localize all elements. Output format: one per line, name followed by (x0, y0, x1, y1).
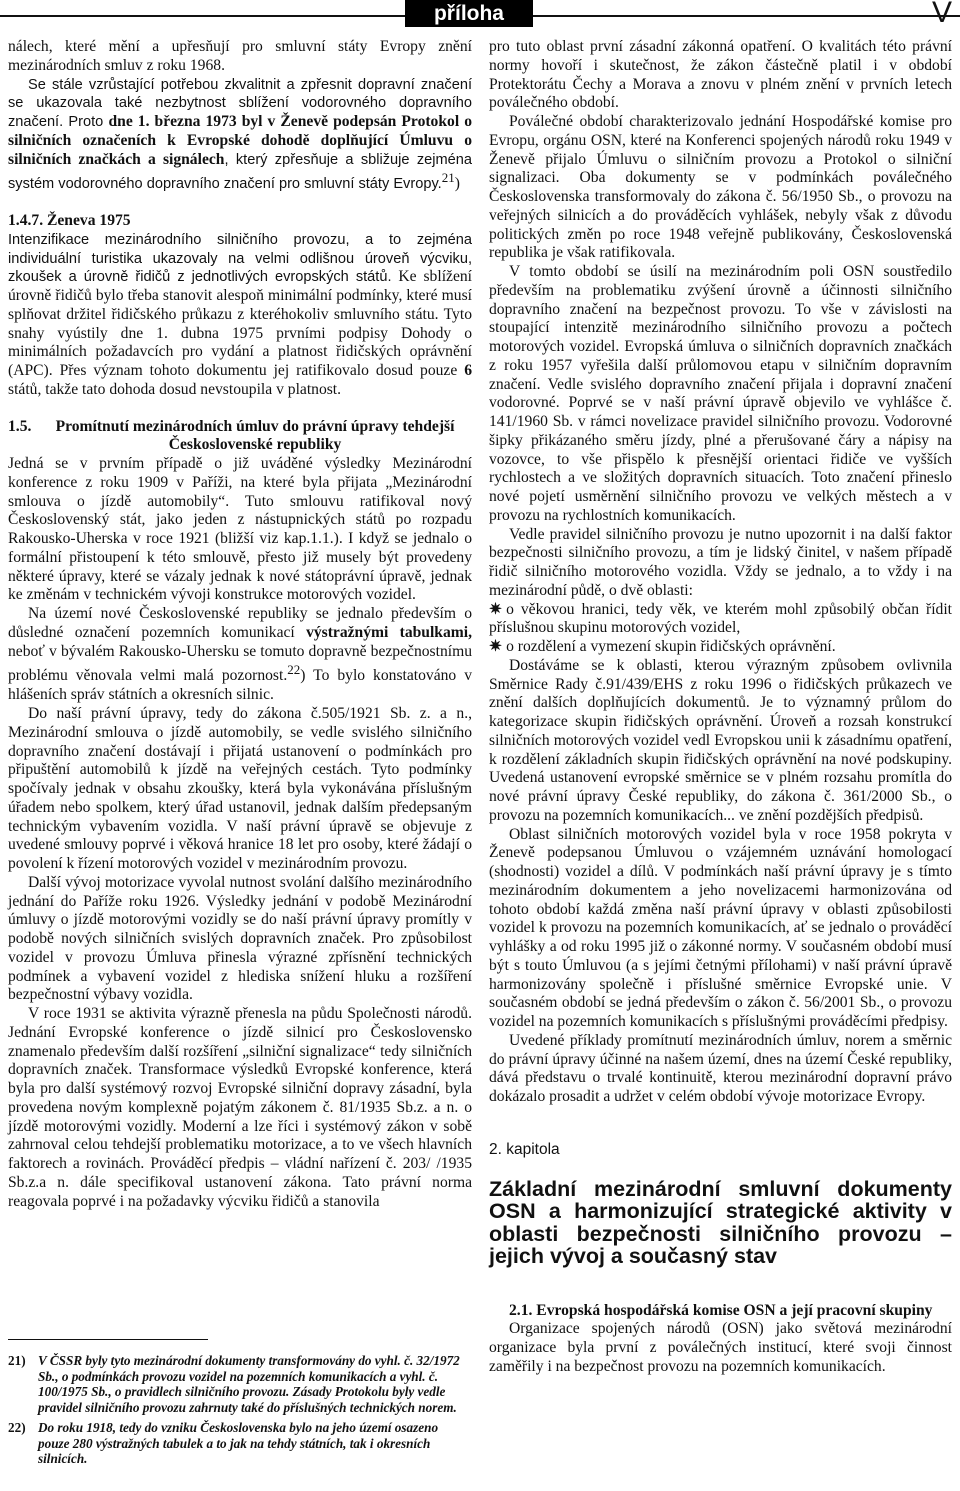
footnote-mark: 22) (8, 1419, 26, 1435)
footnote-mark: 21) (8, 1353, 26, 1368)
emphasis: dne 1. března 1973 byl v Ženevě podepsán Protokol o silničních označeních k Evropské dohodě doplňující Úmluvu o silničních značkách a signálech (8, 113, 472, 168)
footnotes (8, 1353, 472, 1471)
section-number: 1.5. (8, 417, 32, 435)
paragraph: Dostáváme se k oblasti, kterou výrazným způsobem ovlivnila Směrnice Rady č.91/439/EHS z roku 1996 o řidičských průkazech ve znění dalších doplňujících dokumentů. Je to významný průlom do kategorizace skupin řidičských oprávnění. Úroveň a rozsah konstrukcí silničních motorových vozidel vedl Evropskou unii k zásadnímu opatření, k rozdělení základních skupin řidičských oprávnění na nové podskupiny. Uvedená ustanovení evropské směrnice se v plném rozsahu promítla do nové právní úpravy České republiky, do zákona č. 361/2000 Sb., o provozu na pozemních komunikacích... ve znění pozdějších předpisů. (489, 656, 952, 824)
paragraph: pro tuto oblast první zásadní zákonná opatření. O kvalitách této právní normy hovoří i skutečnost, že zákon částečně platil i v období Protektorátu Čechy a Morava a znovu v plném znění v prvních letech poválečného období. (489, 38, 952, 112)
footnote (8, 1420, 472, 1467)
paragraph-body: Ke sblížení úrovně řidičů bylo třeba stanovit alespoň minimální podmínky, které musí splňovat držitel řidičského průkazu z kteréhokoliv smluvního státu. Tyto snahy vyústily dne 1. dubna 1975 prvními podpisy Dohody o minimálních požadavcích pro vydání a platnost řidičských oprávnění (APC). Přes význam tohoto dokumentu jej ratifikovalo dosud pouze (8, 268, 472, 380)
asterisk-bullet-icon: ✷ (489, 638, 503, 655)
footnote-text: V ČSSR byly tyto mezinárodní dokumenty transformovány do vyhl. č. 32/1972 Sb., o podmínkách provozu vozidel na pozemních komunikacích a vyhl. č. 100/1975 Sb., o pravidlech silničního provozu. Zásady Protokolu byly vedle pravidel silničního provozu zahrnuty také do příslušných technických norem. (38, 1353, 460, 1416)
paragraph (8, 231, 472, 400)
footnote-ref: 22 (287, 662, 301, 678)
paragraph-lead: Intenzifikace mezinárodního silničního provozu, a to zejména individuální turistika ukazovaly na velmi odlišnou úroveň výcviku, zkoušek a úrovně řidičů z jednotlivých evropských států. (8, 231, 472, 286)
paragraph: Uvedené příklady promítnutí mezinárodních úmluv, norem a směrnic do právní úpravy účinné na našem území, dnes na území České republiky, dává představu o trvalé kontinuitě, kterou mezinárodní dopravní právo dokázalo prosadit a udržet v celém období vývoje motorizace Evropy. (489, 1031, 952, 1105)
chapter-title: Základní mezinárodní smluvní dokumenty OSN a harmonizující strategické aktivity v oblasti bezpečnosti silničního provozu – jejich vývoj a současný stav (489, 1176, 952, 1268)
paragraph: Poválečné období charakterizovalo jednání Hospodářské komise pro Evropu, orgánu OSN, které na Konferenci spojených národů roku 1949 v Ženevě přijalo Úmluvu o silničním provozu a Protokol o silniční signalizaci. Oba dokumenty se v podmínkách poválečného Československa transformovaly do zákona č. 56/1950 Sb., o provozu na veřejných silnicích a do prováděcích vyhlášek, nebyly však z důvodu politických změn po roce 1948 veřejně publikovány, Československá republika je však ratifikovala. (489, 113, 952, 262)
bullet-item: ✷ o rozdělení a vymezení skupin řidičských oprávnění. (489, 638, 836, 655)
paragraph: Se stále vzrůstající potřebou zkvalitnit a zpřesnit dopravní značení se ukazovala také nezbytnost sblížení vodorovného dopravního značení. Proto dne 1. března 1973 byl v Ženevě podepsán Protokol o silničních označeních k Evropské dohodě doplňující Úmluvu o silničních značkách a signálech, který zpřesňuje a sbližuje zejména systém vodorovného dopravního značení pro smluvní státy Evropy.$^{21}$) (8, 76, 473, 193)
paragraph: Do naší právní úpravy, tedy do zákona č.505/1921 Sb. z. a n., Mezinárodní smlouva o jízdě automobily, se vedle svislého silničního dopravního značení dostávají i přijatá ustanovení o podmínkách pro připuštění automobilů k jízdě na veřejných cestách. Tyto podmínky spočívaly jednak v obsahu zkoušky, která byla vykonávána příslušným úřadem nebo spolkem, který úřad ustanovil, jednak dalším předepsaným technickým vybavením vozidla. V naší právní úpravě se objevuje z uvedené smlouvy poprvé i věková hranice 18 let pro osoby, které žádají o povolení k řízení motorových vozidel v mezinárodním provozu. (8, 705, 472, 873)
paragraph-lead: Se stále vzrůstající potřebou zkvalitnit a zpřesnit dopravní značení se ukazovala také nezbytnost sblížení vodorovného dopravního značení. Proto (8, 76, 472, 130)
right-column (489, 38, 952, 1377)
bullet-item: ✷ o věkovou hranici, tedy věk, ve kterém mohl způsobilý občan řídit příslušnou skupinu motorových vozidel, (489, 600, 952, 637)
section-heading-1-4-7: 1.4.7. Ženeva 1975 (8, 212, 131, 230)
paragraph: Další vývoj motorizace vyvolal nutnost svolání dalšího mezinárodního jednání do Paříže roku 1926. Výsledky jednání v podobě Mezinárodní úmluvy o jízdě motorovými vozidly se do naší právní úpravy promítly v podobě nových silničních svislých dopravních značek. Pro způsobilost vozidel v provozu Úmluva přinesla výrazné zpřísnění technických podmínek a vybavení vozidel z hlediska snížení hluku a rozšíření bezpečnostní výbavy vozidla. (8, 873, 472, 1004)
section-heading-1-5 (8, 418, 472, 456)
paragraph: Vedle pravidel silničního provozu je nutno upozornit i na další faktor bezpečnosti silničního provozu, a tím je lidský činitel, v našem případě řidič silničního motorového vozidla. Vždy se jednalo, a to vždy i na mezinárodní půdě, o dvě oblasti: (489, 525, 952, 599)
paragraph-tail: , který zpřesňuje a sbližuje zejména systém vodorovného dopravního značení pro smluvní státy Evropy. (8, 151, 473, 193)
paragraph-tail: států, takže tato dohoda dosud nevstoupila v platnost. (8, 380, 342, 398)
footnote-rule (8, 1339, 208, 1340)
paragraph: Jedná se v prvním případě o již uváděné výsledky Mezinárodní konference z roku 1909 v Paříži, na které byla přijata „Mezinárodní smlouva o jízdě automobily“. Tuto smlouvu ratifikoval nový Československý stát, jako jeden z nástupnických států po rozpadu Rakousko-Uherska v roce 1921 (bližší viz kap.1.1.). I když se jednalo o formální přistoupení k této smlouvě, přesto již musely být provedeny některé úpravy, které se vázaly jednak k nové státoprávní úpravě, jednak ke změnám v technickém vývoji konstrukce motorových vozidel. (8, 455, 472, 604)
footnote (8, 1353, 472, 1416)
page-number: V (931, 0, 952, 29)
paragraph: Oblast silničních motorových vozidel byla v roce 1958 pokryta v Ženevě podepsanou Úmluvou o vzájemném uznávání homologací (shodnosti) vozidel a dílů. V podmínkách naší právní úpravy je s tímto mezinárodním dokumentem a jeho novelizacemi harmonizována od tohoto období každá změna naší právní úpravy v oblasti způsobilosti vozidel k provozu na pozemních komunikacích, ať se jednalo o prováděcí vyhlášky a od roku 1995 již o zákonné normy. V současném období musí být s touto Úmluvou (a s jejími četnými přílohami) v naší právní úpravě harmonizovány společně i příslušné směrnice Evropské unie. V současném období se jedná především o zákon č. 56/2001 Sb., o provozu vozidel na pozemních komunikacích s příslušnými prováděcími předpisy. (489, 825, 952, 1030)
header-tab: příloha (405, 0, 533, 27)
section-title: Promítnutí mezinárodních úmluv do právní úpravy tehdejší Československé republiky (55, 417, 455, 454)
emphasis: výstražnými tabulkami, (306, 623, 473, 641)
paragraph: V roce 1931 se aktivita výrazně přenesla na půdu Společnosti národů. Jednání Evropské konference o jízdě silnicí pro Československo znamenalo především další rozšíření „silniční signalizace“ tedy silničních dopravních značek. Transformace výsledků Evropské konference, která byla pro další systémový rozvoj Evropské silniční dopravy zásadní, byla provedena novým komplexně pojatým zákonem č. 81/1935 Sb.z. a n. o jízdě motorovými vozidly. Moderní a lze říci i systémový zákon v sobě zahrnoval celou tehdejší problematiku motorizace, a to ve všech hlavních faktorech a rovinách. Prováděcí předpis – vládní nařízení č. 203/ /1935 Sb.z.a n. dále specifikoval ustanovení zákona. Tato právní norma reagovala poprvé i na požadavky výcviku řidičů a stanovila (8, 1005, 472, 1210)
paragraph: Organizace spojených národů (OSN) jako světová mezinárodní organizace byla první z poválečných institucí, které svoji činnost zaměřily i na bezpečnost provozu na pozemních komunikacích. (489, 1320, 952, 1375)
paragraph: nálech, které mění a upřesňují pro smluvní státy Evropy znění mezinárodních smluv z roku 1968. (8, 38, 472, 74)
paragraph: Na území nové Československé republiky se jednalo především o důsledné označení pozemních komunikací výstražnými tabulkami, neboť v bývalém Rakousko-Uhersku se tomuto dopravně bezpečnostnímu problému věnovala velmi malá pozornost.$^{22}$) To bylo konstatováno v hlášeních správ státních a okresních silnic. (8, 605, 473, 704)
footnote-ref: 21 (441, 170, 455, 186)
section-heading-2-1: 2.1. Evropská hospodářská komise OSN a její pracovní skupiny (509, 1301, 933, 1319)
asterisk-bullet-icon: ✷ (489, 600, 503, 618)
emphasis: 6 (464, 362, 472, 380)
chapter-label: 2. kapitola (489, 1140, 560, 1158)
footnote-text: Do roku 1918, tedy do vzniku Československa bylo na jeho území osazeno pouze 280 výstražných tabulek a to jak na tehdy státních, tak i okresních silnicích. (38, 1419, 439, 1467)
paragraph: V tomto období se úsilí na mezinárodním poli OSN soustředilo především na problematiku zvýšení úrovně a účinnosti silničního dopravního značení na bezpečnost provozu. To vše v závislosti na stoupající intenzitě mezinárodního silničního provozu a počtech motorových vozidel. Evropská úmluva o silničních dopravních značkách z roku 1957 vyřešila další průlomovou etapu v silničním dopravním značení. Vedle svislého dopravního značení přijala i dopravní značení vodorovné. Poprvé se v naší právní úpravě objevilo ve vyhlášce č. 141/1960 Sb. v rámci novelizace pravidel silničního provozu. Vodorovné šipky přikázaného směru jízdy, plné a přerušované čáry a nápisy na vozovce, to vše přispělo k přesnější orientaci řidiče ve vyšších rychlostech a ve složitých dopravních situacích. Toto značení přineslo nové pojetí usměrnění silničního provozu ve velkých městech a v provozu na rychlostních komunikacích. (489, 263, 952, 524)
left-column (8, 38, 472, 1211)
